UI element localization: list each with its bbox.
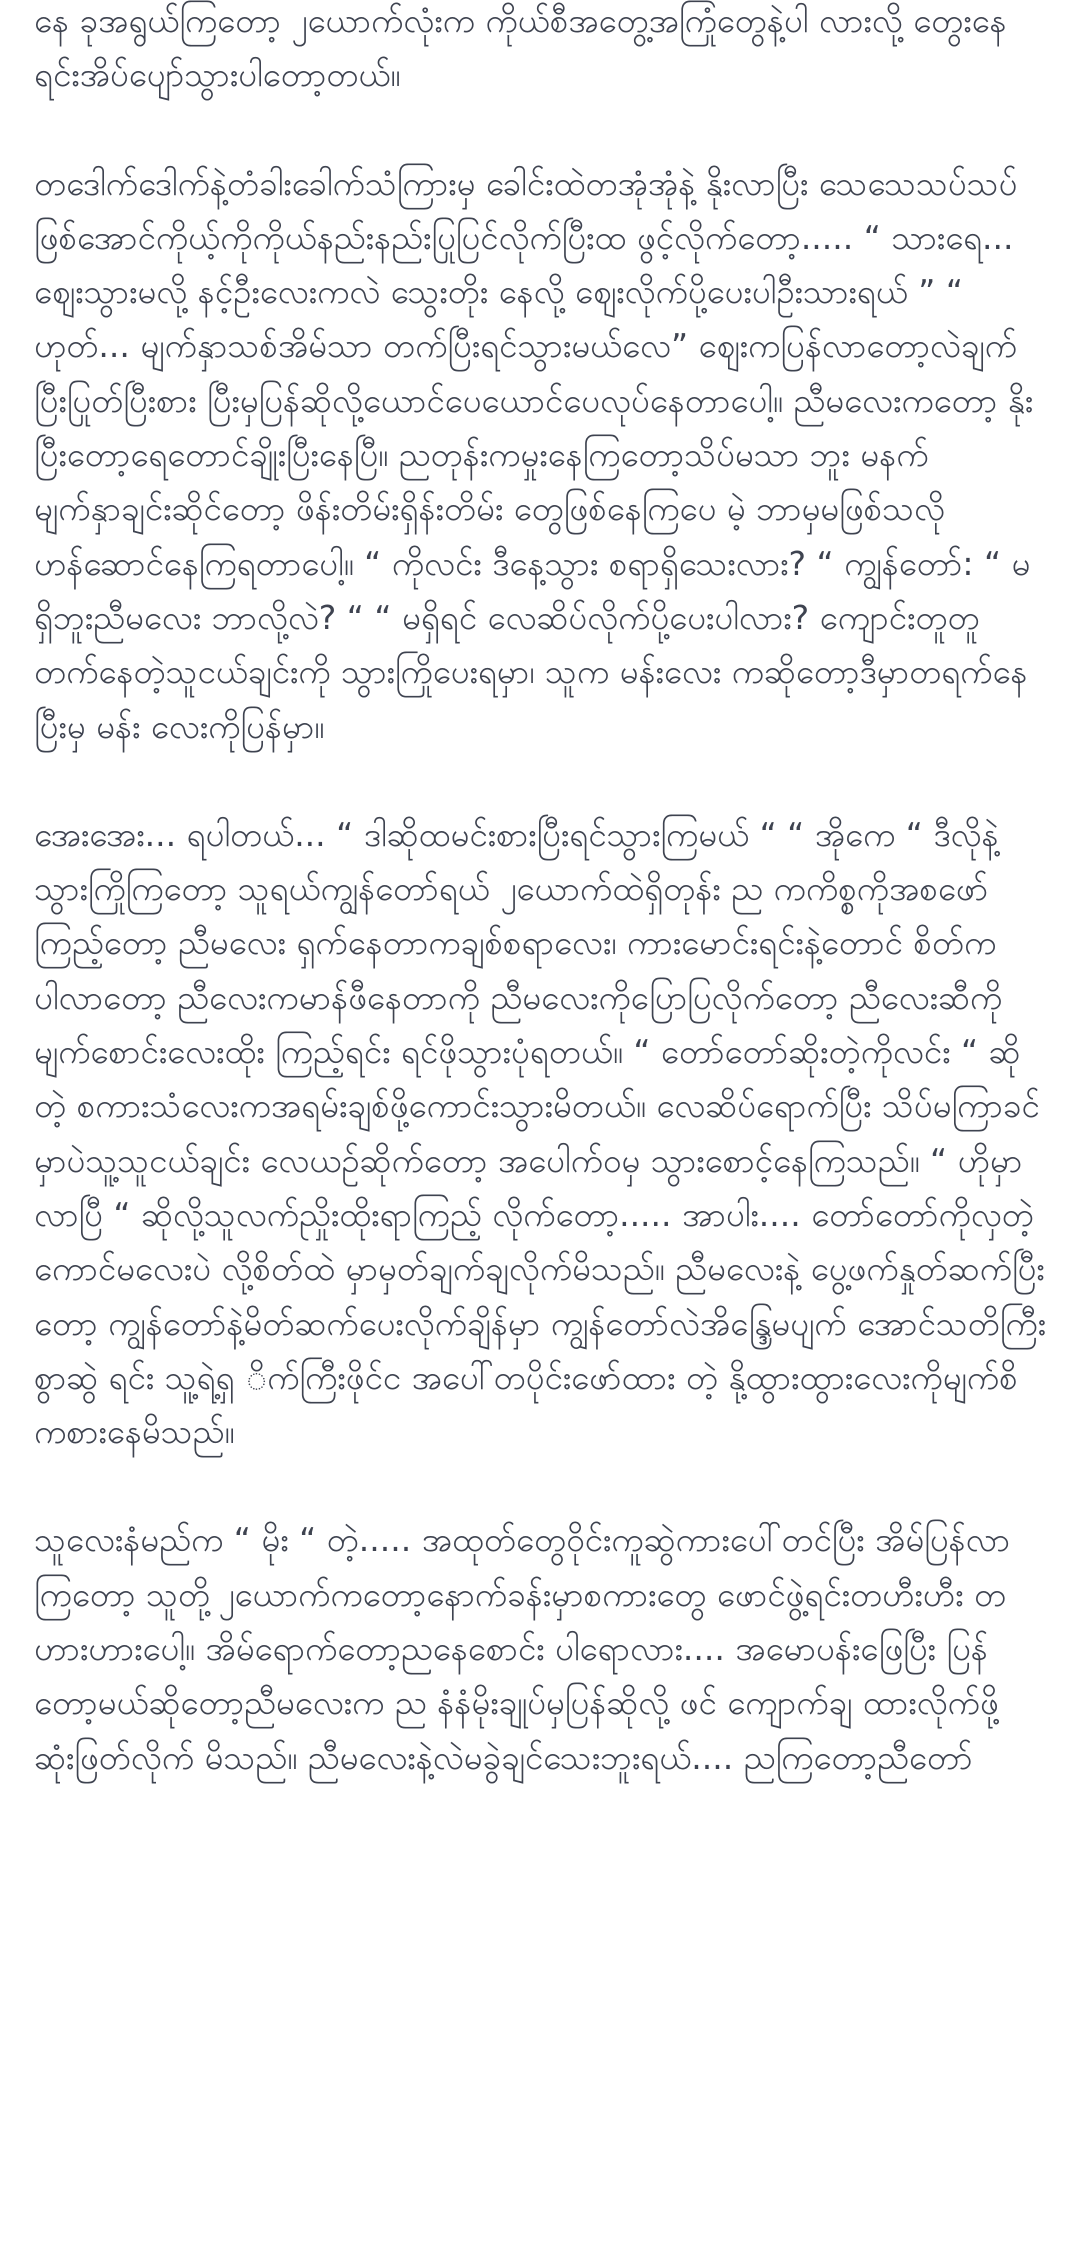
- story-paragraph: သူလေးနံမည်က “ မိုး “ တဲ့..... အထုတ်တွေဝိုင်းကူဆွဲကားပေါ်တင်ပြီး အိမ်ပြန်လာကြတော့ သူတို့၂ယောက်ကတော့နောက်ခန်းမှာစကားတွေ ဖောင်ဖွဲ့ရင်းတဟီးဟီး တဟားဟားပေါ့။ အိမ်ရောက်တော့ညနေစောင်း ပါရောလား.... အမောပန်းဖြေပြီး ပြန်တော့မယ်ဆိုတော့ညီမလေးက ည နံနံမိုးချုပ်မှပြန်ဆိုလို့ ဖင် ကျောက်ချ ထားလိုက်ဖို့ဆုံးဖြတ်လိုက် မိသည်။ ညီမလေးနဲ့လဲမခွဲချင်သေးဘူးရယ်.... ညကြတော့ညီတော်: [34, 1520, 1011, 1777]
- story-text: [34, 0, 1046, 1785]
- story-paragraph: အေးအေး... ရပါတယ်... “ ဒါဆိုထမင်းစားပြီးရင်သွားကြမယ် “ “ အိုကေ “ ဒီလိုနဲ့သွားကြိုကြတော့ သူရယ်ကျွန်တော်ရယ် ၂ယောက်ထဲရှိတုန်း ည ကကိစ္စကိုအစဖော်ကြည့်တော့ ညီမလေး ရှက်နေတာကချစ်စရာလေး၊ ကားမောင်းရင်းနဲ့တောင် စိတ်ကပါလာတော့ ညီလေးကမာန်ဖီနေတာကို ညီမလေးကိုပြောပြလိုက်တော့ ညီလေးဆီကိုမျက်စောင်းလေးထိုး ကြည့်ရင်း ရင်ဖိုသွားပုံရတယ်။ “ တော်တော်ဆိုးတဲ့ကိုလင်း “ ဆိုတဲ့ စကားသံလေးကအရမ်းချစ်ဖို့ကောင်းသွားမိတယ်။ လေဆိပ်ရောက်ပြီး သိပ်မကြာခင်မှာပဲသူ့သူငယ်ချင်း လေယဉ်ဆိုက်တော့ အပေါက်ဝမှ သွားစောင့်နေကြသည်။ “ ဟိုမှာ လာပြီ “ ဆိုလို့သူလက်ညှိုးထိုးရာကြည့် လိုက်တော့..... အာပါး.... တော်တော်ကိုလှတဲ့ကောင်မလေးပဲ လို့စိတ်ထဲ မှာမှတ်ချက်ချလိုက်မိသည်။ ညီမလေးနဲ့ ပွေ့ဖက်နှုတ်ဆက်ပြီးတော့ ကျွန်တော်နဲ့မိတ်ဆက်ပေးလိုက်ချိန်မှာ ကျွန်တော်လဲအိန္ဒြေမပျက် အောင်သတိကြီးစွာဆွဲ ရင်း သူ့ရဲ့ရှ ိက်ကြီးဖိုင်င အပေါ်တပိုင်းဖော်ထား တဲ့ နို့ထွားထွားလေးကိုမျက်စိကစားနေမိသည်။: [34, 814, 1046, 1452]
- story-paragraph: တဒေါက်ဒေါက်နဲ့တံခါးခေါက်သံကြားမှ ခေါင်းထဲတအုံအုံနဲ့ နိုးလာပြီး သေသေသပ်သပ်ဖြစ်အောင်ကိုယ့်ကိုကိုယ်နည်းနည်းပြုပြင်လိုက်ပြီးထ ဖွင့်လိုက်တော့..... “ သားရေ... ဈေးသွားမလို့ နင့်ဦးလေးကလဲ သွေးတိုး နေလို့ ဈေးလိုက်ပို့ပေးပါဦးသားရယ် ” “ ဟုတ်... မျက်နှာသစ်အိမ်သာ တက်ပြီးရင်သွားမယ်လေ” ဈေးကပြန်လာတော့လဲချက်ပြီးပြုတ်ပြီးစား ပြီးမှပြန်ဆိုလို့ယောင်ပေယောင်ပေလုပ်နေတာပေါ့။ ညီမလေးကတော့ နိုးပြီးတော့ရေတောင်ချိုးပြီးနေပြီ။ ညတုန်းကမှုးနေကြတော့သိပ်မသာ ဘူး မနက်မျက်နှာချင်းဆိုင်တော့ ဖိန်းတိမ်းရှိန်းတိမ်း တွေဖြစ်နေကြပေ မဲ့ ဘာမှမဖြစ်သလိုဟန်ဆောင်နေကြရတာပေါ့။ “ ကိုလင်း ဒီနေ့သွား စရာရှိသေးလား? “ ကျွန်တော်: “ မရှိဘူးညီမလေး ဘာလို့လဲ? “ “ မရှိရင် လေဆိပ်လိုက်ပို့ပေးပါလား? ကျောင်းတူတူတက်နေတဲ့သူငယ်ချင်းကို သွားကြိုပေးရမှာ၊ သူက မန်းလေး ကဆိုတော့ဒီမှာတရက်နေပြီးမှ မန်း လေးကိုပြန်မှာ။: [34, 163, 1034, 746]
- story-paragraph: နေ ခုအရွယ်ကြတော့ ၂ယောက်လုံးက ကိုယ်စီအတွေ့အကြုံတွေနဲ့ပါ လားလို့ တွေးနေရင်းအိပ်ပျော်သွားပါတော့တယ်။: [34, 1, 1007, 95]
